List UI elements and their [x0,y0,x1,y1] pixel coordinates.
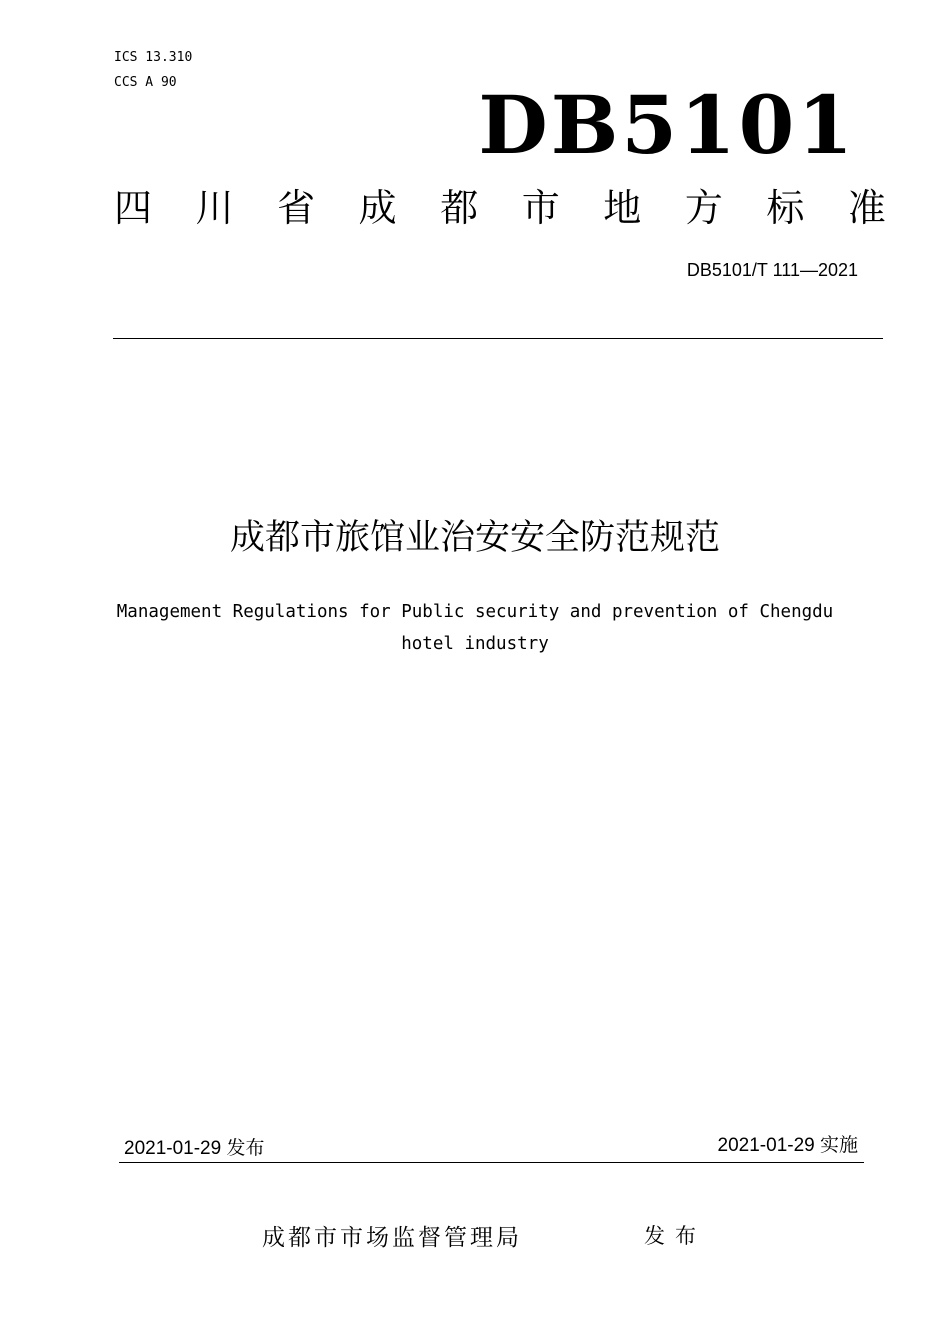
authority-char: 标 [766,186,805,230]
authority-char: 川 [195,186,234,230]
authority-char: 地 [603,186,642,230]
ics-code: ICS 13.310 [114,50,193,65]
standard-number: DB5101/T 111—2021 [686,260,858,280]
english-title-line: Management Regulations for Public security and prevention of Chengdu [116,602,834,622]
issued-label: 发布 [644,1224,706,1248]
footer-divider [119,1162,864,1163]
document-title-chinese: 成都市旅馆业治安安全防范规范 [229,518,720,558]
issue-date: 2021-01-29 发布 [124,1138,265,1159]
document-title-english [80,596,870,660]
authority-char: 省 [277,186,316,230]
authority-char: 市 [521,186,560,230]
standard-mark: DB5101 [478,78,856,172]
issuing-authority: 成都市市场监督管理局 [262,1225,522,1251]
standard-authority [114,184,886,232]
authority-char: 四 [114,186,153,230]
header-divider [113,338,883,339]
authority-char: 准 [847,186,886,230]
authority-char: 成 [358,186,397,230]
authority-char: 方 [684,186,723,230]
implementation-date: 2021-01-29 实施 [717,1135,858,1156]
ccs-code: CCS A 90 [114,75,177,90]
english-title-line: hotel industry [401,634,549,654]
authority-char: 都 [440,186,479,230]
